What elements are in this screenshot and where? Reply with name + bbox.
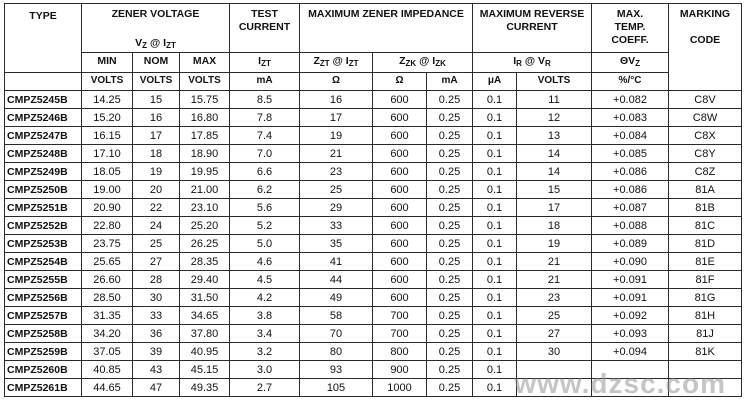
- cell-marking: 81F: [669, 271, 742, 289]
- cell-vz-max: 18.90: [180, 145, 230, 163]
- cell-zzk: 700: [373, 325, 427, 343]
- zzt-header: $Z_{ZT}$ @ $I_{ZT}$: [300, 53, 373, 73]
- table-row: [5, 109, 742, 127]
- cell-vr: 23: [517, 289, 592, 307]
- test-current-header: TEST CURRENT: [230, 4, 300, 53]
- cell-temp-coeff: +0.087: [592, 199, 669, 217]
- cell-marking: C8V: [669, 91, 742, 109]
- cell-vz-nom: 36: [133, 325, 180, 343]
- cell-ir: 0.1: [473, 145, 517, 163]
- cell-temp-coeff: +0.090: [592, 253, 669, 271]
- cell-type: CMPZ5260B: [5, 361, 82, 379]
- cell-marking: 81J: [669, 325, 742, 343]
- watermark: www.dzsc.com: [514, 368, 726, 399]
- cell-vz-max: 45.15: [180, 361, 230, 379]
- cell-izt: 5.2: [230, 217, 300, 235]
- cell-zzt: 49: [300, 289, 373, 307]
- cell-vz-min: 20.90: [82, 199, 133, 217]
- cell-type: CMPZ5251B: [5, 199, 82, 217]
- cell-marking: 81G: [669, 289, 742, 307]
- cell-ir: 0.1: [473, 91, 517, 109]
- cell-ir: 0.1: [473, 181, 517, 199]
- cell-type: CMPZ5259B: [5, 343, 82, 361]
- cell-ir: 0.1: [473, 361, 517, 379]
- cell-zzt: 35: [300, 235, 373, 253]
- cell-vr: 27: [517, 325, 592, 343]
- cell-vz-max: 34.65: [180, 307, 230, 325]
- cell-izk: 0.25: [427, 307, 473, 325]
- cell-izk: 0.25: [427, 271, 473, 289]
- cell-zzk: 600: [373, 127, 427, 145]
- cell-izk: 0.25: [427, 289, 473, 307]
- cell-zzk: 600: [373, 289, 427, 307]
- cell-vz-min: 37.05: [82, 343, 133, 361]
- header-row-groups: [5, 4, 742, 53]
- max-reverse-current-header: MAXIMUM REVERSE CURRENT: [473, 4, 592, 53]
- cell-izt: 5.0: [230, 235, 300, 253]
- cell-vz-min: 19.00: [82, 181, 133, 199]
- temp-coeff-header: MAX. TEMP. COEFF.: [592, 4, 669, 53]
- cell-temp-coeff: +0.093: [592, 325, 669, 343]
- cell-izt: 7.0: [230, 145, 300, 163]
- table-row: [5, 217, 742, 235]
- cell-zzt: 29: [300, 199, 373, 217]
- cell-type: CMPZ5255B: [5, 271, 82, 289]
- cell-zzk: 600: [373, 199, 427, 217]
- cell-izt: 3.0: [230, 361, 300, 379]
- cell-temp-coeff: +0.089: [592, 235, 669, 253]
- table-row: [5, 253, 742, 271]
- cell-vr: 11: [517, 91, 592, 109]
- cell-vr: [517, 379, 592, 397]
- cell-zzt: 23: [300, 163, 373, 181]
- max-zener-impedance-header: MAXIMUM ZENER IMPEDANCE: [300, 4, 473, 53]
- cell-vr: 25: [517, 307, 592, 325]
- max-header: MAX: [180, 53, 230, 73]
- cell-vz-min: 26.60: [82, 271, 133, 289]
- unit-ua-ir: μA: [473, 73, 517, 91]
- cell-izk: 0.25: [427, 145, 473, 163]
- cell-vz-max: 21.00: [180, 181, 230, 199]
- cell-ir: 0.1: [473, 271, 517, 289]
- cell-vz-min: 18.05: [82, 163, 133, 181]
- cell-ir: 0.1: [473, 325, 517, 343]
- cell-izk: 0.25: [427, 379, 473, 397]
- cell-ir: 0.1: [473, 199, 517, 217]
- cell-zzt: 58: [300, 307, 373, 325]
- cell-vz-min: 14.25: [82, 91, 133, 109]
- zener-spec-table: [4, 3, 742, 397]
- cell-izt: 7.4: [230, 127, 300, 145]
- cell-vz-nom: 30: [133, 289, 180, 307]
- unit-ma-izt: mA: [230, 73, 300, 91]
- cell-izt: 6.2: [230, 181, 300, 199]
- table-row: [5, 199, 742, 217]
- cell-zzt: 105: [300, 379, 373, 397]
- cell-vz-nom: 16: [133, 109, 180, 127]
- table-row: [5, 145, 742, 163]
- cell-zzk: 600: [373, 235, 427, 253]
- cell-temp-coeff: +0.085: [592, 145, 669, 163]
- cell-marking: 81E: [669, 253, 742, 271]
- cell-ir: 0.1: [473, 127, 517, 145]
- unit-volts-vr: VOLTS: [517, 73, 592, 91]
- cell-vz-nom: 15: [133, 91, 180, 109]
- cell-vr: 13: [517, 127, 592, 145]
- cell-ir: 0.1: [473, 163, 517, 181]
- table-row: [5, 307, 742, 325]
- cell-vz-min: 17.10: [82, 145, 133, 163]
- cell-vz-min: 34.20: [82, 325, 133, 343]
- cell-temp-coeff: +0.083: [592, 109, 669, 127]
- cell-izt: 8.5: [230, 91, 300, 109]
- cell-ir: 0.1: [473, 235, 517, 253]
- cell-zzt: 21: [300, 145, 373, 163]
- cell-zzt: 44: [300, 271, 373, 289]
- cell-marking: 81K: [669, 343, 742, 361]
- cell-type: CMPZ5246B: [5, 109, 82, 127]
- cell-vz-max: 49.35: [180, 379, 230, 397]
- cell-temp-coeff: +0.088: [592, 217, 669, 235]
- cell-type: CMPZ5248B: [5, 145, 82, 163]
- table-row: [5, 163, 742, 181]
- cell-vz-min: 28.50: [82, 289, 133, 307]
- cell-type: CMPZ5254B: [5, 253, 82, 271]
- table-row: [5, 127, 742, 145]
- zener-spec-table-wrap: [4, 3, 742, 397]
- table-row: [5, 271, 742, 289]
- cell-izt: 6.6: [230, 163, 300, 181]
- cell-vz-nom: 22: [133, 199, 180, 217]
- cell-vz-nom: 25: [133, 235, 180, 253]
- header-row-symbols: [5, 53, 742, 73]
- vz-at-izt-label: $V_Z$ @ $I_{ZT}$: [135, 37, 176, 50]
- cell-marking: 81A: [669, 181, 742, 199]
- cell-temp-coeff: +0.086: [592, 163, 669, 181]
- cell-type: CMPZ5257B: [5, 307, 82, 325]
- cell-izk: 0.25: [427, 253, 473, 271]
- unit-pct-per-c: %/°C: [592, 73, 669, 91]
- cell-izt: 3.2: [230, 343, 300, 361]
- cell-temp-coeff: [592, 379, 669, 397]
- table-row: [5, 325, 742, 343]
- cell-vz-max: 19.95: [180, 163, 230, 181]
- cell-marking: [669, 361, 742, 379]
- cell-zzt: 16: [300, 91, 373, 109]
- cell-ir: 0.1: [473, 217, 517, 235]
- table-row: [5, 235, 742, 253]
- unit-volts-nom: VOLTS: [133, 73, 180, 91]
- cell-zzt: 70: [300, 325, 373, 343]
- izt-header: $I_{ZT}$: [230, 53, 300, 73]
- cell-vz-max: 23.10: [180, 199, 230, 217]
- cell-vz-max: 17.85: [180, 127, 230, 145]
- cell-izk: 0.25: [427, 199, 473, 217]
- cell-izt: 4.6: [230, 253, 300, 271]
- cell-vz-max: 37.80: [180, 325, 230, 343]
- cell-zzk: 600: [373, 181, 427, 199]
- cell-ir: 0.1: [473, 379, 517, 397]
- cell-zzk: 600: [373, 253, 427, 271]
- cell-izk: 0.25: [427, 163, 473, 181]
- cell-type: CMPZ5252B: [5, 217, 82, 235]
- cell-vz-nom: 33: [133, 307, 180, 325]
- cell-vr: 12: [517, 109, 592, 127]
- cell-vz-max: 15.75: [180, 91, 230, 109]
- cell-temp-coeff: [592, 361, 669, 379]
- cell-vz-max: 40.95: [180, 343, 230, 361]
- cell-type: CMPZ5247B: [5, 127, 82, 145]
- table-row: [5, 343, 742, 361]
- cell-zzk: 1000: [373, 379, 427, 397]
- cell-type: CMPZ5253B: [5, 235, 82, 253]
- cell-izk: 0.25: [427, 91, 473, 109]
- cell-izt: 4.2: [230, 289, 300, 307]
- cell-vz-nom: 28: [133, 271, 180, 289]
- cell-ir: 0.1: [473, 343, 517, 361]
- nom-header: NOM: [133, 53, 180, 73]
- ir-header: $I_R$ @ $V_R$: [473, 53, 592, 73]
- cell-zzk: 600: [373, 217, 427, 235]
- cell-type: CMPZ5261B: [5, 379, 82, 397]
- cell-temp-coeff: +0.084: [592, 127, 669, 145]
- cell-vz-nom: 20: [133, 181, 180, 199]
- type-units-blank: [5, 73, 82, 91]
- cell-vz-max: 28.35: [180, 253, 230, 271]
- cell-marking: C8Y: [669, 145, 742, 163]
- cell-vz-min: 16.15: [82, 127, 133, 145]
- cell-vr: 18: [517, 217, 592, 235]
- cell-temp-coeff: +0.091: [592, 271, 669, 289]
- table-body: [5, 91, 742, 397]
- cell-zzt: 41: [300, 253, 373, 271]
- table-row: [5, 181, 742, 199]
- cell-vz-nom: 27: [133, 253, 180, 271]
- table-row: [5, 379, 742, 397]
- cell-zzt: 33: [300, 217, 373, 235]
- table-row: [5, 91, 742, 109]
- theta-vz-header: $\Theta V_Z$: [592, 53, 669, 73]
- cell-vz-nom: 39: [133, 343, 180, 361]
- cell-izk: 0.25: [427, 109, 473, 127]
- cell-vr: 21: [517, 253, 592, 271]
- cell-vz-max: 16.80: [180, 109, 230, 127]
- cell-marking: 81D: [669, 235, 742, 253]
- cell-marking: [669, 379, 742, 397]
- cell-vz-nom: 47: [133, 379, 180, 397]
- table-row: [5, 361, 742, 379]
- zener-voltage-header: ZENER VOLTAGE $V_Z$ @ $I_{ZT}$: [82, 4, 230, 53]
- cell-temp-coeff: +0.092: [592, 307, 669, 325]
- cell-vz-max: 29.40: [180, 271, 230, 289]
- cell-type: CMPZ5250B: [5, 181, 82, 199]
- col-type-header: TYPE: [5, 4, 82, 73]
- cell-vz-nom: 17: [133, 127, 180, 145]
- cell-vz-nom: 43: [133, 361, 180, 379]
- cell-zzk: 900: [373, 361, 427, 379]
- cell-vz-min: 31.35: [82, 307, 133, 325]
- cell-ir: 0.1: [473, 253, 517, 271]
- cell-izt: 4.5: [230, 271, 300, 289]
- cell-vz-min: 23.75: [82, 235, 133, 253]
- cell-zzt: 93: [300, 361, 373, 379]
- cell-vz-min: 15.20: [82, 109, 133, 127]
- cell-vz-max: 31.50: [180, 289, 230, 307]
- cell-vr: 19: [517, 235, 592, 253]
- cell-izt: 2.7: [230, 379, 300, 397]
- cell-izk: 0.25: [427, 181, 473, 199]
- cell-ir: 0.1: [473, 307, 517, 325]
- cell-vr: 14: [517, 145, 592, 163]
- cell-izk: 0.25: [427, 343, 473, 361]
- cell-zzk: 600: [373, 163, 427, 181]
- cell-izt: 3.8: [230, 307, 300, 325]
- cell-izk: 0.25: [427, 361, 473, 379]
- cell-type: CMPZ5245B: [5, 91, 82, 109]
- cell-temp-coeff: +0.082: [592, 91, 669, 109]
- marking-code-header: MARKING CODE: [669, 4, 742, 91]
- cell-marking: C8X: [669, 127, 742, 145]
- unit-volts-max: VOLTS: [180, 73, 230, 91]
- cell-zzk: 600: [373, 91, 427, 109]
- cell-vz-min: 22.80: [82, 217, 133, 235]
- cell-vz-min: 25.65: [82, 253, 133, 271]
- cell-izk: 0.25: [427, 217, 473, 235]
- cell-vz-max: 25.20: [180, 217, 230, 235]
- cell-marking: 81B: [669, 199, 742, 217]
- cell-zzt: 80: [300, 343, 373, 361]
- cell-vr: 21: [517, 271, 592, 289]
- cell-marking: C8W: [669, 109, 742, 127]
- cell-marking: 81H: [669, 307, 742, 325]
- cell-izk: 0.25: [427, 235, 473, 253]
- cell-temp-coeff: +0.086: [592, 181, 669, 199]
- cell-vr: 17: [517, 199, 592, 217]
- cell-marking: C8Z: [669, 163, 742, 181]
- cell-marking: 81C: [669, 217, 742, 235]
- unit-volts-min: VOLTS: [82, 73, 133, 91]
- cell-zzk: 600: [373, 109, 427, 127]
- cell-zzk: 600: [373, 271, 427, 289]
- table-row: [5, 289, 742, 307]
- header-row-units: [5, 73, 742, 91]
- cell-izt: 3.4: [230, 325, 300, 343]
- unit-ohm-zzk: Ω: [373, 73, 427, 91]
- cell-temp-coeff: +0.094: [592, 343, 669, 361]
- cell-vz-min: 44.65: [82, 379, 133, 397]
- cell-vz-nom: 18: [133, 145, 180, 163]
- cell-vz-min: 40.85: [82, 361, 133, 379]
- cell-zzk: 800: [373, 343, 427, 361]
- cell-type: CMPZ5249B: [5, 163, 82, 181]
- cell-zzk: 600: [373, 145, 427, 163]
- cell-vz-nom: 24: [133, 217, 180, 235]
- cell-type: CMPZ5258B: [5, 325, 82, 343]
- cell-zzt: 25: [300, 181, 373, 199]
- cell-izt: 5.6: [230, 199, 300, 217]
- cell-vr: 14: [517, 163, 592, 181]
- cell-ir: 0.1: [473, 109, 517, 127]
- unit-ohm-zzt: Ω: [300, 73, 373, 91]
- cell-vr: 30: [517, 343, 592, 361]
- cell-ir: 0.1: [473, 289, 517, 307]
- cell-vr: [517, 361, 592, 379]
- cell-vr: 15: [517, 181, 592, 199]
- cell-temp-coeff: +0.091: [592, 289, 669, 307]
- cell-type: CMPZ5256B: [5, 289, 82, 307]
- cell-vz-nom: 19: [133, 163, 180, 181]
- zzk-header: $Z_{ZK}$ @ $I_{ZK}$: [373, 53, 473, 73]
- cell-zzk: 700: [373, 307, 427, 325]
- min-header: MIN: [82, 53, 133, 73]
- cell-vz-max: 26.25: [180, 235, 230, 253]
- cell-izk: 0.25: [427, 325, 473, 343]
- cell-izk: 0.25: [427, 127, 473, 145]
- cell-zzt: 19: [300, 127, 373, 145]
- unit-ma-izk: mA: [427, 73, 473, 91]
- cell-zzt: 17: [300, 109, 373, 127]
- cell-izt: 7.8: [230, 109, 300, 127]
